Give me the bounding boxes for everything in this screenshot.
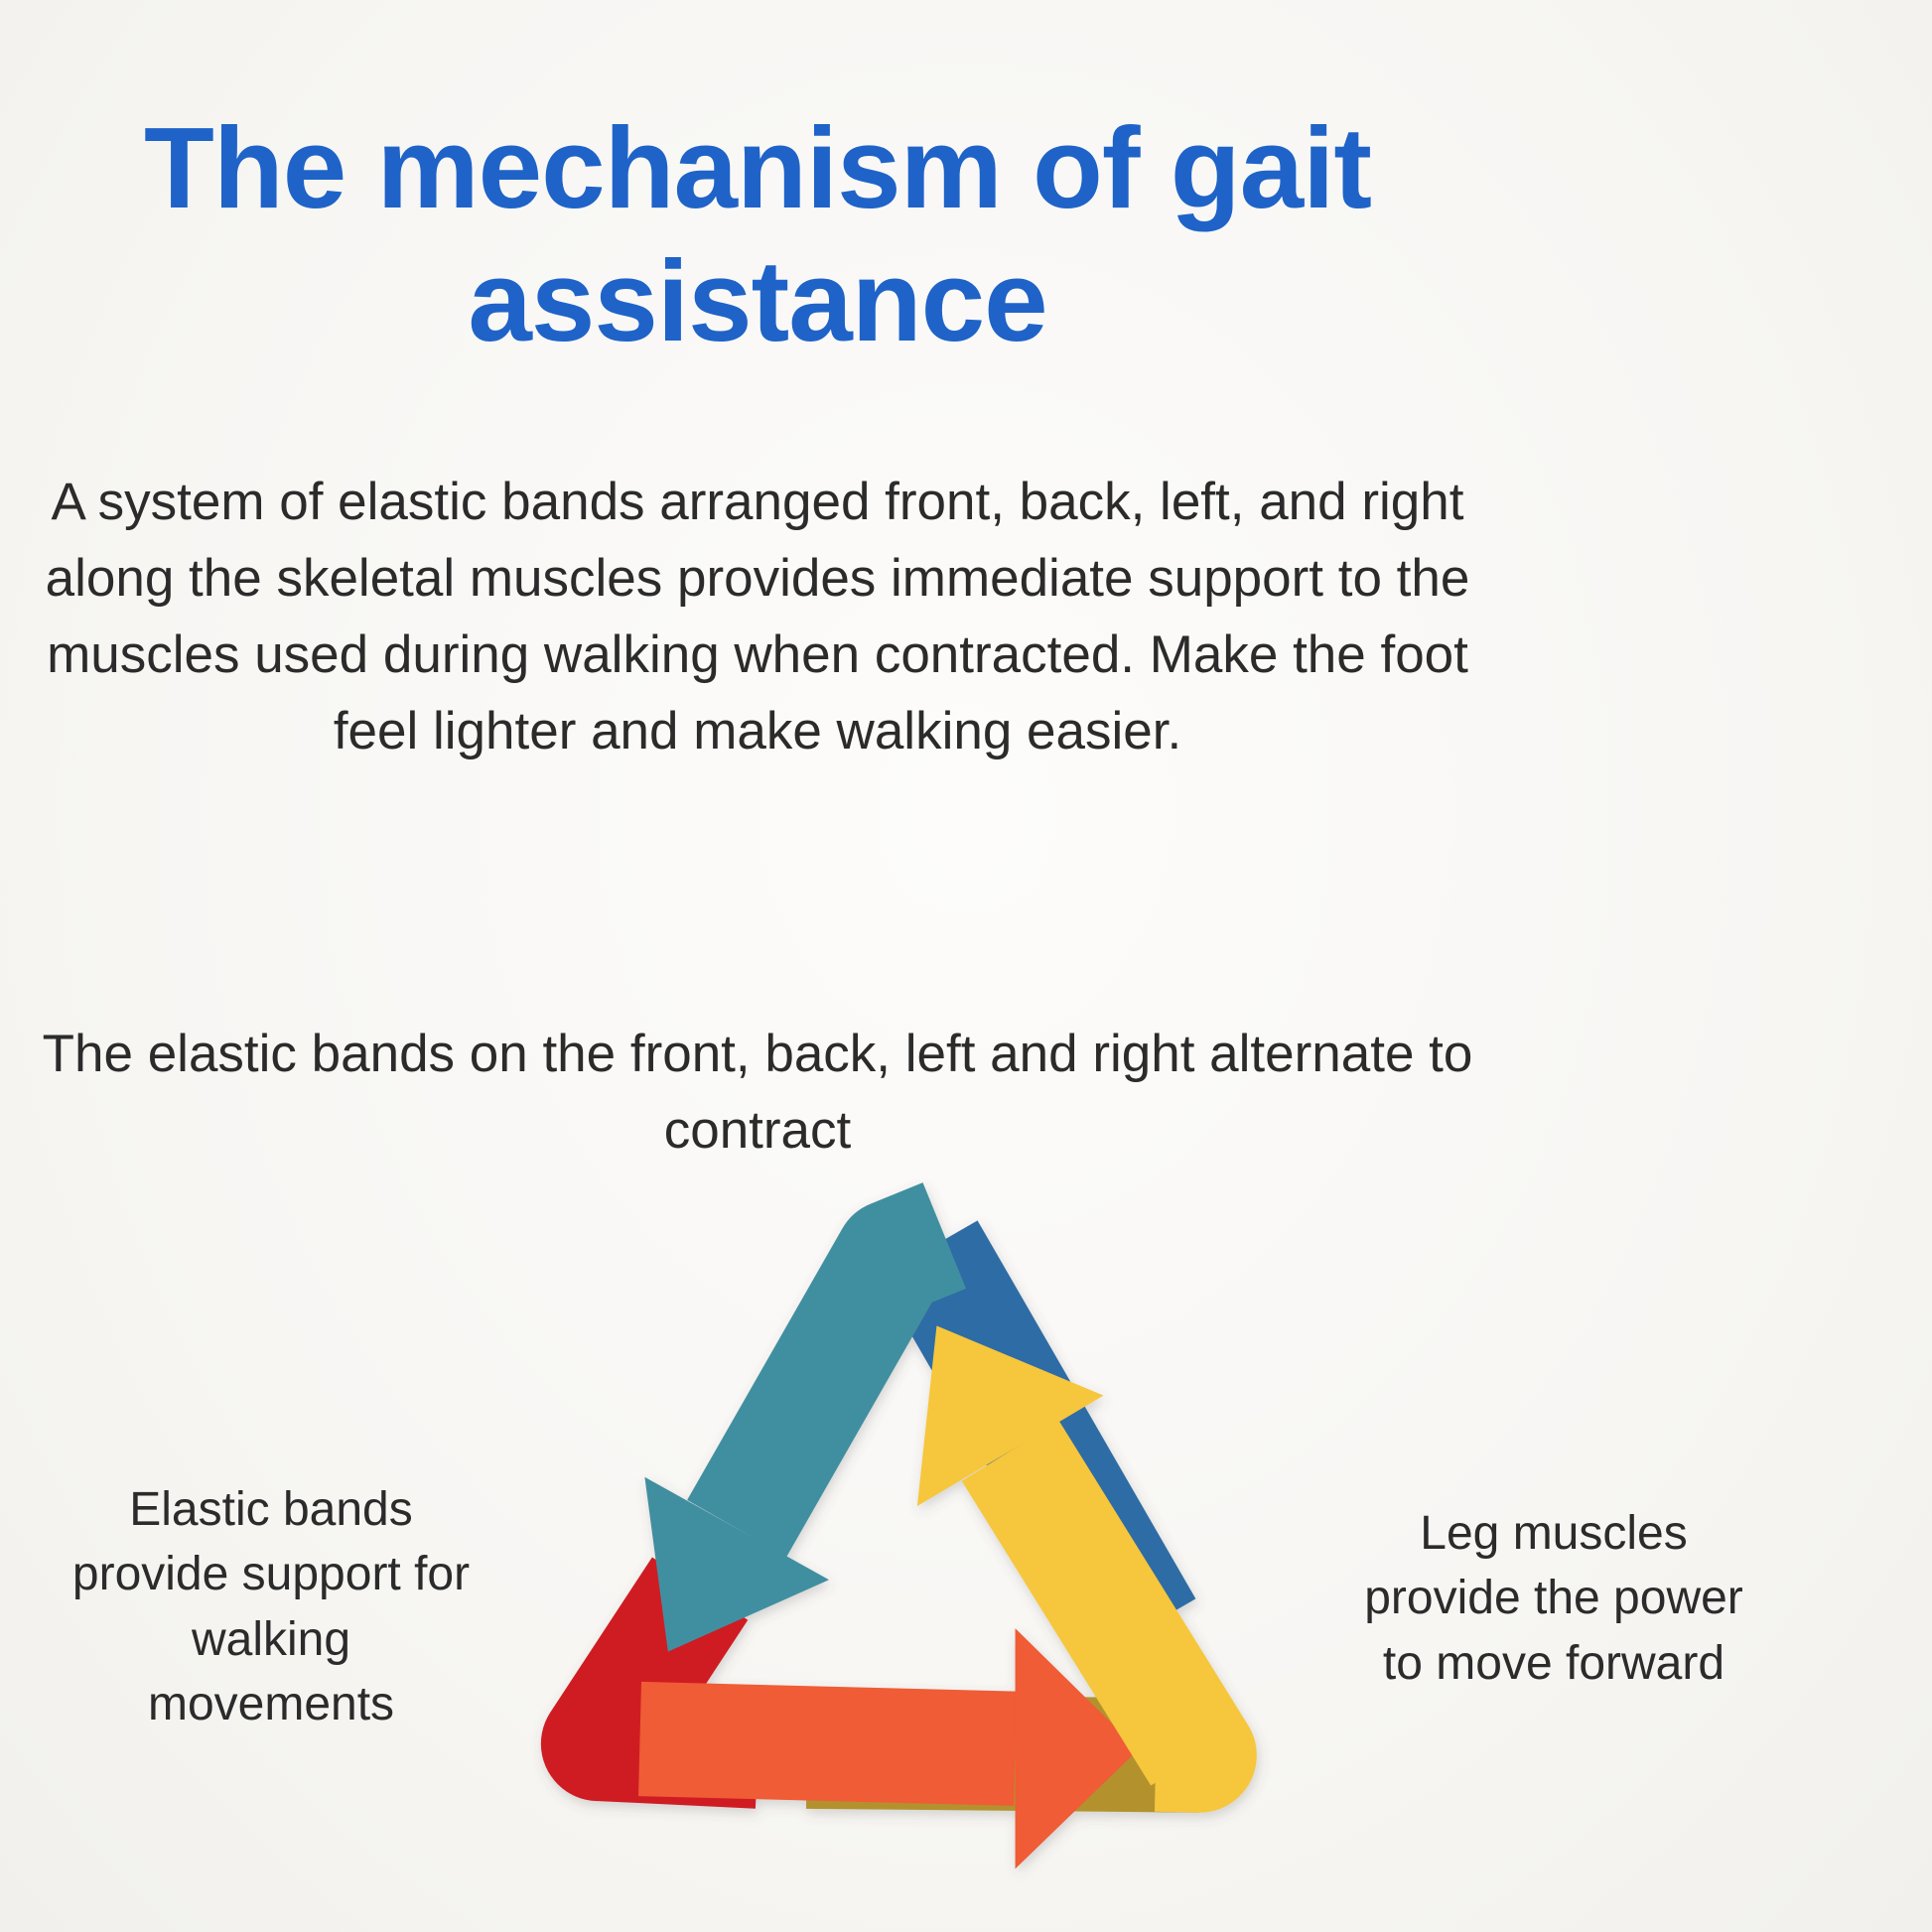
left-diagram-label: Elastic bands provide support for walking movements	[71, 1483, 471, 1730]
orange-arrow-band	[640, 1739, 1016, 1749]
right-diagram-label: Leg muscles provide the power to move forward	[1364, 1507, 1743, 1690]
intro-paragraph: A system of elastic bands arranged front, back, left, and right along the skeletal muscles provides immediate support to the muscles used during walking when contracted. Make the foot feel lighter and make walking easier.	[45, 473, 1470, 760]
teal-arrow-band	[737, 1235, 944, 1528]
subtitle-line-2: contract	[663, 1100, 852, 1160]
page-title: The mechanism of gait assistance	[144, 102, 1371, 366]
subtitle-line-1: The elastic bands on the front, back, left and right alternate to	[42, 1025, 1473, 1083]
subtitle	[23, 1017, 1492, 1170]
cycle-triangle-diagram	[486, 1172, 1340, 1928]
